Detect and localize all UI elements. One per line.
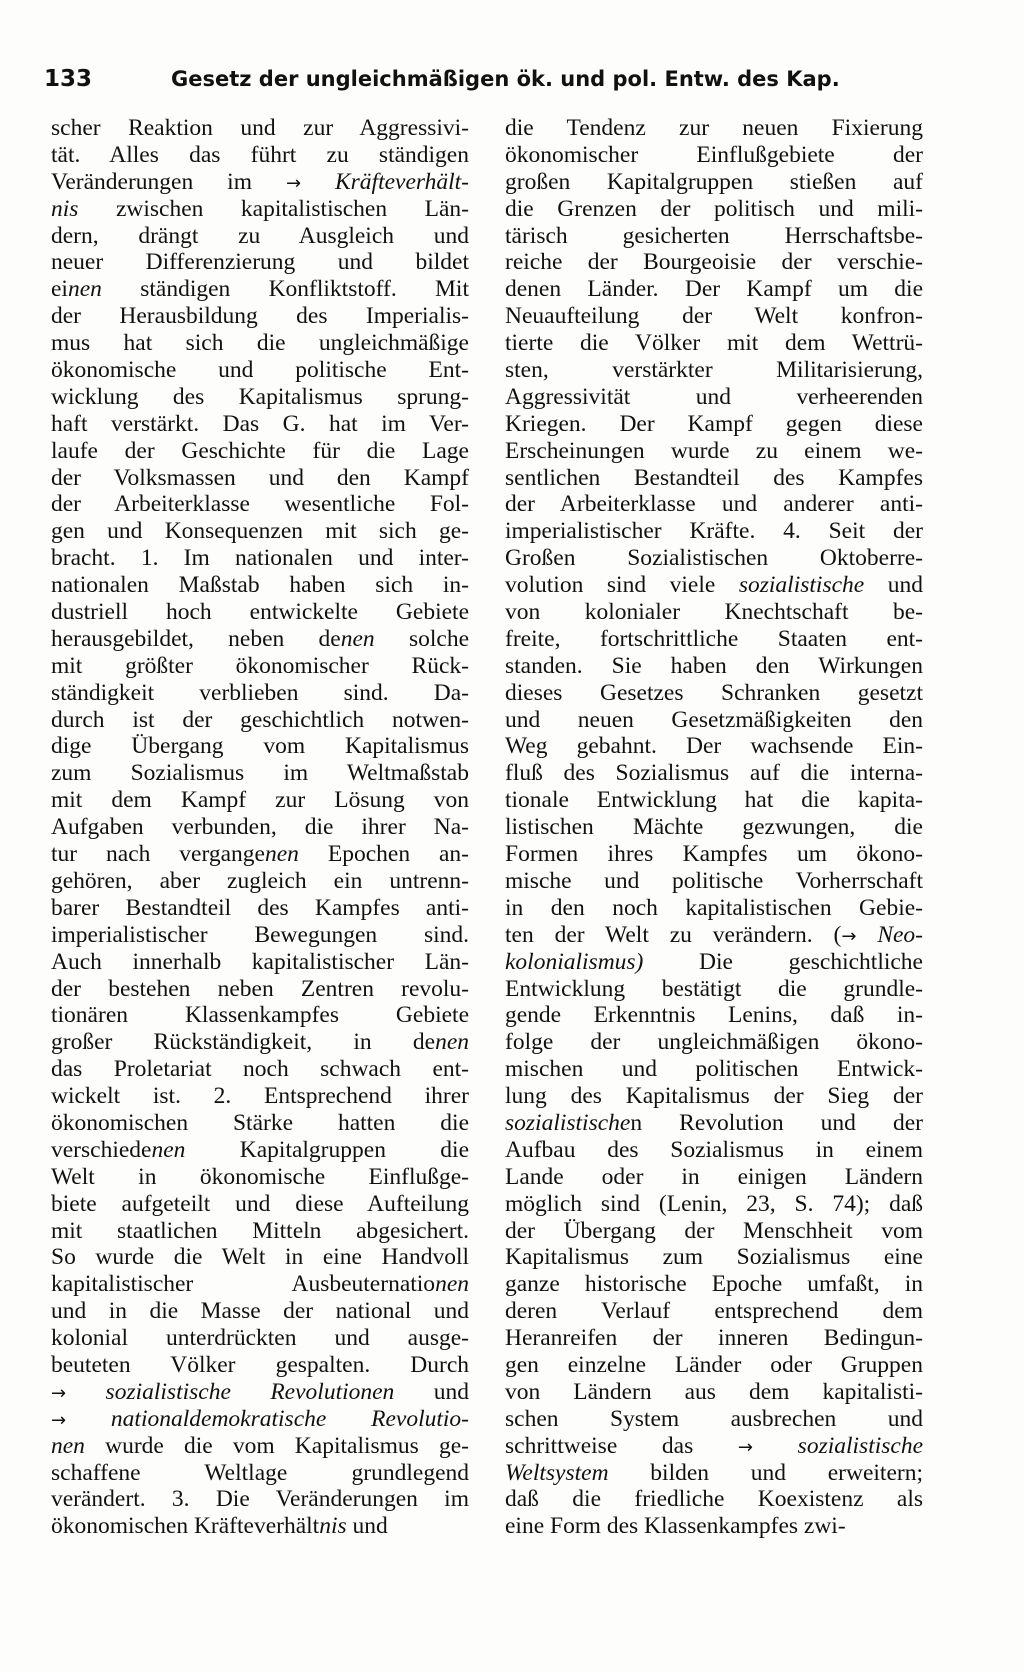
text-line: Veränderungen im → Kräfteverhält-	[51, 168, 469, 195]
text-line: ten der Welt zu verändern. (→ Neo-	[505, 921, 923, 948]
text-line: → sozialistische Revolutionen und	[51, 1378, 469, 1405]
text-line: Erscheinungen wurde zu einem we-	[505, 437, 923, 464]
text-line: lung des Kapitalismus der Sieg der	[505, 1083, 923, 1110]
text-line: gen und Konsequenzen mit sich ge-	[51, 518, 469, 545]
text-line: listischen Mächte gezwungen, die	[505, 814, 923, 841]
text-line: gehören, aber zugleich ein untrenn-	[51, 867, 469, 894]
text-line: freite, fortschrittliche Staaten ent-	[505, 625, 923, 652]
text-line: Auch innerhalb kapitalistischer Län-	[51, 948, 469, 975]
text-line: mit dem Kampf zur Lösung von	[51, 787, 469, 814]
text-line: eine Form des Klassenkampfes zwi-	[505, 1513, 846, 1540]
text-line: tionären Klassenkampfes Gebiete	[51, 1002, 469, 1029]
text-line: Weg gebahnt. Der wachsende Ein-	[505, 733, 923, 760]
text-line: von Ländern aus dem kapitalisti-	[505, 1378, 923, 1405]
text-line: neuer Differenzierung und bildet	[51, 249, 469, 276]
text-line: deren Verlauf entsprechend dem	[505, 1298, 923, 1325]
text-line: großer Rückständigkeit, in denen	[51, 1029, 469, 1056]
text-line: dustriell hoch entwickelte Gebiete	[51, 599, 469, 626]
text-line: der Arbeiterklasse und anderer anti-	[505, 491, 923, 518]
text-line: Heranreifen der inneren Bedingun-	[505, 1325, 923, 1352]
cross-reference-arrow-icon: →	[841, 925, 857, 947]
text-line: die Grenzen der politisch und mili-	[505, 195, 923, 222]
text-line: herausgebildet, neben denen solche	[51, 625, 469, 652]
text-line: mus hat sich die ungleichmäßige	[51, 330, 469, 357]
text-line: Entwicklung bestätigt die grundle-	[505, 975, 923, 1002]
text-line: von kolonialer Knechtschaft be-	[505, 599, 923, 626]
cross-reference-arrow-icon: →	[51, 1382, 67, 1404]
text-line: möglich sind (Lenin, 23, S. 74); daß	[505, 1190, 923, 1217]
text-line: sentlichen Bestandteil des Kampfes	[505, 464, 923, 491]
text-line: schen System ausbrechen und	[505, 1405, 923, 1432]
cross-reference-arrow-icon: →	[737, 1436, 753, 1458]
text-line: kapitalistischer Ausbeuternationen	[51, 1271, 469, 1298]
text-line: Formen ihres Kampfes um ökono-	[505, 841, 923, 868]
text-line: Aufbau des Sozialismus in einem	[505, 1136, 923, 1163]
text-line: kolonialismus) Die geschichtliche	[505, 948, 923, 975]
text-line: kolonial unterdrückten und ausge-	[51, 1325, 469, 1352]
text-line: der Herausbildung des Imperialis-	[51, 303, 469, 330]
text-line: nen wurde die vom Kapitalismus ge-	[51, 1432, 469, 1459]
text-line: nationalen Maßstab haben sich in-	[51, 572, 469, 599]
text-line: großen Kapitalgruppen stießen auf	[505, 168, 923, 195]
text-line: tierte die Völker mit dem Wettrü-	[505, 330, 923, 357]
text-line: durch ist der geschichtlich notwen-	[51, 706, 469, 733]
text-line: mischen und politischen Entwick-	[505, 1056, 923, 1083]
text-line: ökonomischen Stärke hatten die	[51, 1109, 469, 1136]
text-line: bracht. 1. Im nationalen und inter-	[51, 545, 469, 572]
text-line: laufe der Geschichte für die Lage	[51, 437, 469, 464]
text-line: sozialistischen Revolution und der	[505, 1109, 923, 1136]
text-line: Kapitalismus zum Sozialismus eine	[505, 1244, 923, 1271]
text-line: Aggressivität und verheerenden	[505, 383, 923, 410]
text-line: daß die friedliche Koexistenz als	[505, 1486, 923, 1513]
text-line: reiche der Bourgeoisie der verschie-	[505, 249, 923, 276]
text-line: mit staatlichen Mitteln abgesichert.	[51, 1217, 469, 1244]
right-text-column	[505, 115, 923, 1540]
text-line: ökonomischer Einflußgebiete der	[505, 141, 923, 168]
text-line: wicklung des Kapitalismus sprung-	[51, 383, 469, 410]
text-line: und in die Masse der national und	[51, 1298, 469, 1325]
cross-reference-arrow-icon: →	[285, 172, 302, 194]
text-line: und neuen Gesetzmäßigkeiten den	[505, 706, 923, 733]
text-line: ökonomischen Kräfteverhältnis und	[51, 1513, 388, 1540]
text-line: einen ständigen Konfliktstoff. Mit	[51, 276, 469, 303]
text-line: → nationaldemokratische Revolutio-	[51, 1405, 469, 1432]
text-line: tärisch gesicherten Herrschaftsbe-	[505, 222, 923, 249]
text-line: ständigkeit verblieben sind. Da-	[51, 679, 469, 706]
text-line: schaffene Weltlage grundlegend	[51, 1459, 469, 1486]
text-line: das Proletariat noch schwach ent-	[51, 1056, 469, 1083]
text-line: dern, drängt zu Ausgleich und	[51, 222, 469, 249]
text-line: Welt in ökonomische Einflußge-	[51, 1163, 469, 1190]
text-line: haft verstärkt. Das G. hat im Ver-	[51, 410, 469, 437]
text-line: mit größter ökonomischer Rück-	[51, 652, 469, 679]
text-line: sten, verstärkter Militarisierung,	[505, 357, 923, 384]
page-header	[44, 62, 906, 96]
text-line: tät. Alles das führt zu ständigen	[51, 141, 469, 168]
text-line: volution sind viele sozialistische und	[505, 572, 923, 599]
text-line: der bestehen neben Zentren revolu-	[51, 975, 469, 1002]
text-line: dieses Gesetzes Schranken gesetzt	[505, 679, 923, 706]
text-line: Neuaufteilung der Welt konfron-	[505, 303, 923, 330]
text-line: Aufgaben verbunden, die ihrer Na-	[51, 814, 469, 841]
text-line: ökonomische und politische Ent-	[51, 357, 469, 384]
text-line: der Volksmassen und den Kampf	[51, 464, 469, 491]
text-line: wickelt ist. 2. Entsprechend ihrer	[51, 1083, 469, 1110]
running-title: Gesetz der ungleichmäßigen ök. und pol. Entw. des Kap.	[171, 67, 840, 91]
text-line: Lande oder in einigen Ländern	[505, 1163, 923, 1190]
text-line: denen Länder. Der Kampf um die	[505, 276, 923, 303]
text-line: nis zwischen kapitalistischen Län-	[51, 195, 469, 222]
text-line: tur nach vergangenen Epochen an-	[51, 841, 469, 868]
text-line: zum Sozialismus im Weltmaßstab	[51, 760, 469, 787]
text-line: beuteten Völker gespalten. Durch	[51, 1351, 469, 1378]
text-line: der Arbeiterklasse wesentliche Fol-	[51, 491, 469, 518]
text-line: mische und politische Vorherrschaft	[505, 867, 923, 894]
text-line: schrittweise das → sozialistische	[505, 1432, 923, 1459]
text-line: gen einzelne Länder oder Gruppen	[505, 1351, 923, 1378]
text-line: verändert. 3. Die Veränderungen im	[51, 1486, 469, 1513]
text-line: die Tendenz zur neuen Fixierung	[505, 115, 923, 141]
left-text-column	[51, 115, 469, 1540]
text-line: imperialistischer Kräfte. 4. Seit der	[505, 518, 923, 545]
text-line: verschiedenen Kapitalgruppen die	[51, 1136, 469, 1163]
text-line: ganze historische Epoche umfaßt, in	[505, 1271, 923, 1298]
text-line: scher Reaktion und zur Aggressivi-	[51, 115, 469, 141]
text-line: Großen Sozialistischen Oktoberre-	[505, 545, 923, 572]
cross-reference-arrow-icon: →	[51, 1409, 67, 1431]
text-line: fluß des Sozialismus auf die interna-	[505, 760, 923, 787]
text-line: barer Bestandteil des Kampfes anti-	[51, 894, 469, 921]
text-line: dige Übergang vom Kapitalismus	[51, 733, 469, 760]
text-line: standen. Sie haben den Wirkungen	[505, 652, 923, 679]
text-line: Weltsystem bilden und erweitern;	[505, 1459, 923, 1486]
text-line: biete aufgeteilt und diese Aufteilung	[51, 1190, 469, 1217]
text-line: gende Erkenntnis Lenins, daß in-	[505, 1002, 923, 1029]
text-line: So wurde die Welt in eine Handvoll	[51, 1244, 469, 1271]
text-line: Kriegen. Der Kampf gegen diese	[505, 410, 923, 437]
page-number: 133	[44, 66, 93, 92]
text-line: in den noch kapitalistischen Gebie-	[505, 894, 923, 921]
text-line: folge der ungleichmäßigen ökono-	[505, 1029, 923, 1056]
text-line: tionale Entwicklung hat die kapita-	[505, 787, 923, 814]
text-line: der Übergang der Menschheit vom	[505, 1217, 923, 1244]
text-line: imperialistischer Bewegungen sind.	[51, 921, 469, 948]
